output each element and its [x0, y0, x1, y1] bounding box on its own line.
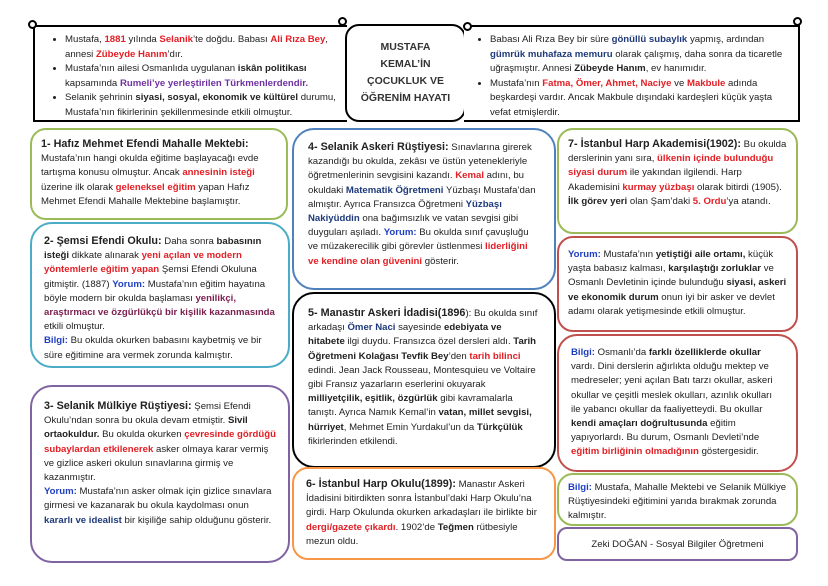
- text-segment: , annesi: [65, 34, 328, 60]
- highlighted-text: yeni açılan ve modern yöntemlerle eğitim yapan: [44, 250, 242, 276]
- highlighted-text: Makbule: [686, 77, 726, 89]
- section-heading: 6- İstanbul Harp Okulu(1899):: [306, 478, 456, 490]
- text-segment: ona bağımsızlık ve vatan sevgisi gibi duyguları aşıladı.: [308, 213, 519, 239]
- highlighted-text: Yorum:: [568, 249, 601, 260]
- highlighted-text: Yorum:: [112, 278, 146, 290]
- text-segment: Mustafa’nın: [600, 249, 656, 260]
- text-segment: Sınavlarına girerek kazandığı bu okulda, zekâsı ve üstün yetenekleriyle öğretmenlerinin sevgisini kazandı.: [308, 142, 532, 182]
- section-manastir-idadisi: [292, 292, 556, 468]
- text-segment: Mustafa’nın eğitim hayatına böyle modern bir okulda başlaması: [44, 278, 266, 304]
- text-segment: ’te doğdu. Babası: [193, 34, 271, 45]
- text-segment: . 1902’de: [395, 521, 438, 533]
- text-segment: ilgi duydu. Fransızca özel dersleri aldı.: [344, 336, 514, 348]
- text-segment: sayesinde: [395, 322, 444, 334]
- highlighted-text: gönüllü subaylık: [611, 34, 688, 45]
- intro-right-list: [464, 27, 798, 121]
- scroll-curl-icon: [338, 17, 347, 26]
- section-heading: 4- Selanik Askeri Rüştiyesi:: [308, 141, 449, 153]
- highlighted-text: eğitim birliğinin olmadığının: [571, 446, 699, 458]
- text-segment: asker olmaya karar vermiş ve gizlice askeri okulun sınavlarına girmiş ve kazanmıştır.: [44, 443, 269, 484]
- text-segment: olarak çalışmış, daha sonra da ticaretle uğraşmıştır. Annesi: [490, 48, 783, 75]
- text-segment: vardı. Dini derslerin ağırlıkta olduğu mektep ve medreseler; yeni açılan Batı tarzı okullar, askeri okullar ve çeşitli meslek okulları, azınlık okulları ile yabancı okullar da faaliyetteydi. Bu okullar: [571, 361, 773, 415]
- highlighted-text: babasının isteği: [44, 236, 262, 262]
- scroll-curl-icon: [463, 22, 472, 31]
- text-segment: olarak bitirdi (1905).: [694, 181, 782, 193]
- highlighted-text: Kemal: [455, 170, 484, 182]
- text-segment: ve: [671, 77, 687, 89]
- text-segment: Bu okulda okurken babasını kaybetmiş ve bir süre eğitimine ara vermek zorunda kalmıştır.: [44, 335, 262, 361]
- text-segment: dikkate alınarak: [69, 250, 142, 262]
- text-segment: Bu okulda derslerinin yanı sıra,: [568, 139, 787, 165]
- intro-right-scroll: [464, 25, 800, 122]
- section-heading: 3- Selanik Mülkiye Rüştiyesi:: [44, 400, 192, 412]
- section-mahalle-mektebi: [30, 128, 288, 220]
- text-segment: Mustafa, Mahalle Mektebi ve Selanik Mülkiye Rüştiyesindeki eğitimini yarıda bırakmak zorunda kalmıştır.: [568, 482, 787, 522]
- text-segment: göstergesidir.: [698, 446, 759, 458]
- section-heading: 5- Manastır Askeri İdadisi(1896: [308, 307, 466, 319]
- bilgi-box-mustafa: [557, 473, 798, 526]
- text-segment: , Mehmet Emin Yurdakul’un da: [343, 421, 477, 433]
- highlighted-text: İlk görev yeri: [568, 195, 628, 207]
- text-segment: Şemsi Efendi Okuluna gitmiştir. (1887): [44, 264, 257, 290]
- text-segment: Mustafa’nın: [490, 77, 543, 89]
- section-harp-akademisi: [557, 128, 798, 234]
- highlighted-text: liderliğini ve kendine olan güvenini: [308, 241, 528, 267]
- intro-bullet: [490, 33, 788, 77]
- highlighted-text: farklı özelliklerde okullar: [648, 347, 761, 358]
- text-segment: edindi. Jean Jack Rousseau, Montesquieu ve Voltaire gibi Fransız yazarların eserlerini okuyarak: [308, 364, 536, 391]
- text-segment: Babası Ali Rıza Bey bir süre: [490, 34, 612, 45]
- section-harp-okulu: [292, 467, 556, 560]
- text-segment: yılında: [125, 34, 160, 45]
- highlighted-text: Tarih Öğretmeni Kolağası Tevfik Bey: [308, 336, 537, 362]
- section-semsi-efendi: [30, 222, 290, 368]
- highlighted-text: Bilgi:: [44, 335, 68, 347]
- yorum-box: [557, 236, 798, 332]
- highlighted-text: Ömer Naci: [347, 322, 396, 334]
- text-segment: Daha sonra: [161, 236, 217, 247]
- highlighted-text: Selanik: [159, 34, 194, 45]
- text-segment: ’dır.: [167, 48, 183, 60]
- text-segment: Bu okulda okurken: [99, 429, 185, 441]
- text-segment: , ev hanımıdır.: [645, 63, 707, 75]
- highlighted-text: edebiyata ve hitabete: [308, 322, 502, 348]
- text-segment: etkili olmuştur.: [44, 321, 105, 333]
- highlighted-text: Bilgi:: [568, 482, 592, 493]
- intro-bullet: [65, 62, 337, 91]
- highlighted-text: 5. Ordu: [692, 195, 727, 207]
- highlighted-text: Bilgi:: [571, 347, 595, 358]
- highlighted-text: Yorum:: [383, 227, 417, 239]
- highlighted-text: gümrük muhafaza memuru: [490, 48, 613, 60]
- text-segment: ): Bu okulda sınıf arkadaşı: [308, 308, 538, 334]
- scroll-curl-icon: [28, 20, 37, 29]
- highlighted-text: annesinin isteği: [182, 167, 255, 179]
- text-segment: ve Osmanlı Devletinin içinde bulunduğu: [568, 263, 774, 289]
- highlighted-text: milliyetçilik, eşitlik, özgürlük: [308, 393, 438, 405]
- section-heading: 7- İstanbul Harp Akademisi(1902):: [568, 138, 742, 150]
- intro-bullet: [65, 33, 337, 62]
- text-segment: kapsamında: [65, 77, 120, 89]
- section-askeri-rustiye: [292, 128, 556, 290]
- highlighted-text: kendi amaçları doğrultusunda: [571, 418, 708, 430]
- highlighted-text: Rumeli’ye yerleştirilen Türkmenlerdendir.: [119, 77, 309, 89]
- highlighted-text: Sivil ortaokuldur.: [44, 415, 248, 441]
- highlighted-text: 1881: [104, 34, 126, 45]
- highlighted-text: Fatma, Ömer, Ahmet, Naciye: [542, 77, 672, 89]
- text-segment: Osmanlı’da: [594, 347, 649, 358]
- text-segment: durumu, Mustafa’nın fikirlerinin şekillenmesinde etkili olmuştur.: [65, 92, 336, 118]
- highlighted-text: yetiştiği aile ortamı,: [655, 249, 746, 260]
- text-segment: olan Şam’daki: [627, 195, 693, 207]
- intro-left-list: [35, 27, 347, 121]
- text-segment: Mustafa,: [65, 34, 105, 45]
- highlighted-text: Yüzbaşı Nakiyüddin: [308, 198, 502, 225]
- text-segment: gibi kavramalarla tanıştı. Ayrıca Namık Kemal’in: [308, 393, 513, 419]
- text-segment: bir kişiliğe sahip olduğunu gösterir.: [121, 514, 272, 526]
- text-segment: ’ya atandı.: [726, 195, 771, 207]
- text-segment: Mustafa’nın asker olmak için gizlice sınavlara girmesi ve kazanarak bu okula kaydolması onun: [44, 486, 272, 512]
- author-footer: [557, 527, 798, 561]
- highlighted-text: karşılaştığı zorluklar: [668, 263, 762, 275]
- text-segment: ’den: [448, 350, 470, 362]
- intro-bullet: [490, 77, 788, 121]
- text-segment: onun iyi bir asker ve devlet adamı olarak yetişmesinde etkili olmuştur.: [568, 291, 775, 317]
- highlighted-text: Matematik Öğretmeni: [345, 184, 444, 196]
- text-segment: Şemsi Efendi Okulu’ndan sonra bu okula devam etmiştir.: [44, 401, 251, 427]
- author-credit: Zeki DOĞAN - Sosyal Bilgiler Öğretmeni: [591, 539, 764, 550]
- text-segment: rütbesiyle mezun oldu.: [306, 521, 518, 547]
- text-segment: Manastır Askeri İdadisini bitirdikten sonra İstanbul’daki Harp Okulu’na girdi. Harp Okulunda okurken arkadaşları ile birlikte bir: [306, 479, 537, 519]
- highlighted-text: siyasi, askeri ve ekonomik durum: [568, 277, 787, 303]
- text-segment: ile yakından ilgilendi. Harp Akademisini: [568, 167, 742, 193]
- text-segment: Mustafa’nın ailesi Osmanlıda uygulanan: [65, 63, 238, 75]
- highlighted-text: kurmay yüzbaşı: [622, 181, 695, 193]
- highlighted-text: vatan, millet sevgisi, hürriyet: [308, 407, 532, 433]
- highlighted-text: Ali Rıza Bey: [270, 34, 326, 45]
- highlighted-text: Teğmen: [437, 521, 474, 533]
- text-segment: Mustafa’nın hangi okulda eğitime başlayacağı evde tartışma konusu olmuştur. Ancak: [41, 153, 259, 179]
- intro-bullet: [65, 91, 337, 120]
- text-segment: üzerine ilk olarak: [41, 181, 116, 193]
- highlighted-text: Zübeyde Hanım: [95, 48, 168, 60]
- highlighted-text: ülkenin içinde bulunduğu siyasi durum: [568, 153, 774, 179]
- intro-left-scroll: [33, 25, 347, 122]
- highlighted-text: kararlı ve idealist: [44, 514, 122, 526]
- text-segment: adında beşkardeşi vardır. Ancak Makbule dışındaki kardeşleri küçük yaşta vefat etmişlerdir.: [490, 77, 773, 118]
- text-segment: küçük yaşta babasız kalması,: [568, 249, 774, 275]
- text-segment: adını, bu okuldaki: [308, 170, 524, 196]
- highlighted-text: Türkçülük: [476, 421, 523, 433]
- highlighted-text: geleneksel eğitim: [115, 181, 196, 193]
- text-segment: Yüzbaşı Mustafa’dan almıştır. Ayrıca Fransızca Öğretmeni: [308, 184, 536, 210]
- highlighted-text: siyasi, sosyal, ekonomik ve kültürel: [135, 92, 299, 104]
- highlighted-text: dergi/gazete çıkardı: [306, 521, 396, 533]
- text-segment: yapmış, ardından: [687, 34, 765, 45]
- page-title: MUSTAFA KEMAL’İN ÇOCUKLUK VE ÖĞRENİM HAYATI: [345, 24, 466, 122]
- text-segment: eğitim yapıyorlardı. Bu durum, Osmanlı Devleti’nde: [571, 418, 760, 444]
- section-heading: 2- Şemsi Efendi Okulu:: [44, 235, 162, 247]
- scroll-curl-icon: [793, 17, 802, 26]
- highlighted-text: yenilikçi, araştırmacı ve özgürlükçü bir kişilik kazanmasında: [44, 292, 275, 319]
- section-heading: 1- Hafız Mehmet Efendi Mahalle Mektebi:: [41, 138, 249, 150]
- highlighted-text: Zübeyde Hanım: [574, 63, 646, 75]
- text-segment: fikirlerinden etkilendi.: [308, 435, 398, 447]
- bilgi-box-osmanli-okullari: [557, 334, 798, 472]
- highlighted-text: iskân politikası: [237, 63, 307, 75]
- text-segment: Bu okulda sınıf çavuşluğu ve müzakerecilik gibi görevler üstlenmesi: [308, 227, 529, 253]
- text-segment: yapan Hafız Mehmet Efendi Mahalle Mektebine başlamıştır.: [41, 181, 250, 207]
- text-segment: gösterir.: [422, 255, 459, 267]
- section-mulkiye-rustiyesi: [30, 385, 290, 563]
- highlighted-text: çevresinde gördüğü subaylardan etkilenerek: [44, 429, 276, 455]
- highlighted-text: Yorum:: [44, 486, 77, 498]
- text-segment: Selanik şehrinin: [65, 92, 136, 104]
- highlighted-text: tarih bilinci: [469, 350, 521, 362]
